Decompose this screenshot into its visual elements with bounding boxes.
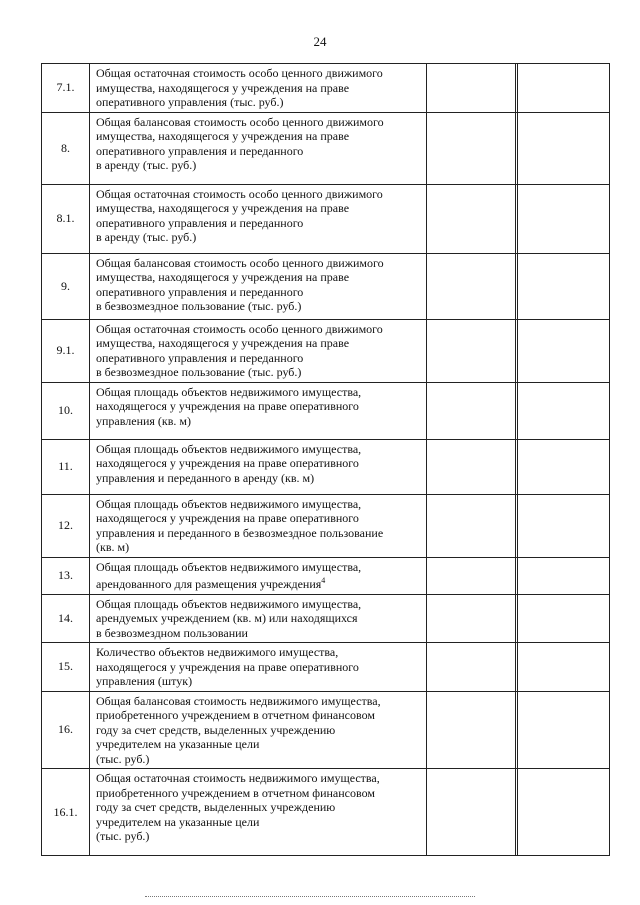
description-line: имущества, находящегося у учреждения на праве <box>96 270 350 284</box>
footnote-mark: 4 <box>321 576 326 585</box>
description-line: году за счет средств, выделенных учреждению <box>96 800 336 814</box>
row-description <box>90 494 427 557</box>
description-line: приобретенного учреждением в отчетном финансовом <box>96 785 375 800</box>
row-number: 11. <box>42 439 90 494</box>
value-cell-1 <box>427 319 516 382</box>
value-cell-2 <box>518 691 610 769</box>
description-line: Общая балансовая стоимость особо ценного движимого <box>96 114 384 129</box>
value-cell-1 <box>427 691 516 769</box>
description-line: оперативного управления и переданного <box>96 350 304 365</box>
row-description <box>90 319 427 382</box>
description-line: Общая площадь объектов недвижимого имущества, <box>96 441 362 456</box>
row-number: 7.1. <box>42 64 90 113</box>
description-line: имущества, находящегося у учреждения на праве <box>96 201 350 215</box>
description-line: управления и переданного в аренду (кв. м) <box>96 470 315 485</box>
description-line: в аренду (тыс. руб.) <box>96 158 197 172</box>
description-line: имущества, находящегося у учреждения на праве <box>96 336 350 350</box>
table-row <box>42 112 610 184</box>
row-number: 9. <box>42 253 90 319</box>
value-cell-1 <box>427 769 516 856</box>
description-line: Общая балансовая стоимость недвижимого имущества, <box>96 693 381 708</box>
description-line: году за счет средств, выделенных учреждению <box>96 722 336 737</box>
table-row <box>42 184 610 253</box>
table-body <box>42 64 610 856</box>
description-line: находящегося у учреждения на праве оперативного <box>96 659 359 674</box>
scan-edge-mark <box>145 896 475 897</box>
value-cell-1 <box>427 594 516 643</box>
description-line: управления (кв. м) <box>96 413 192 428</box>
value-cell-1 <box>427 557 516 594</box>
table-row <box>42 382 610 439</box>
table-row <box>42 643 610 692</box>
value-cell-1 <box>427 112 516 184</box>
description-line: находящегося у учреждения на праве оперативного <box>96 399 359 413</box>
row-number: 16. <box>42 691 90 769</box>
description-line: оперативного управления и переданного <box>96 215 304 230</box>
description-line: Общая остаточная стоимость недвижимого имущества, <box>96 771 380 785</box>
table-row <box>42 253 610 319</box>
description-line: находящегося у учреждения на праве оперативного <box>96 511 359 525</box>
description-line: Количество объектов недвижимого имущества, <box>96 645 339 659</box>
description-line: учредителем на указанные цели <box>96 814 260 829</box>
table-row <box>42 557 610 594</box>
value-cell-1 <box>427 643 516 692</box>
description-line: Общая остаточная стоимость особо ценного движимого <box>96 186 383 201</box>
row-number: 13. <box>42 557 90 594</box>
description-line: имущества, находящегося у учреждения на праве <box>96 129 350 143</box>
value-cell-1 <box>427 382 516 439</box>
row-description <box>90 64 427 113</box>
description-line: Общая площадь объектов недвижимого имущества, <box>96 559 362 574</box>
description-line: (тыс. руб.) <box>96 751 150 766</box>
row-description <box>90 253 427 319</box>
row-number: 14. <box>42 594 90 643</box>
description-line: арендуемых учреждением (кв. м) или находящихся <box>96 611 358 625</box>
value-cell-2 <box>518 253 610 319</box>
description-line: учредителем на указанные цели <box>96 737 260 751</box>
description-line: Общая остаточная стоимость особо ценного движимого <box>96 321 383 336</box>
row-number: 8. <box>42 112 90 184</box>
row-description <box>90 439 427 494</box>
description-line: Общая балансовая стоимость особо ценного движимого <box>96 255 384 270</box>
value-cell-1 <box>427 439 516 494</box>
value-cell-2 <box>518 112 610 184</box>
table-row <box>42 319 610 382</box>
value-cell-2 <box>518 184 610 253</box>
table-row <box>42 691 610 769</box>
value-cell-1 <box>427 494 516 557</box>
row-description <box>90 382 427 439</box>
table-row <box>42 439 610 494</box>
description-line: Общая площадь объектов недвижимого имущества, <box>96 384 362 399</box>
value-cell-1 <box>427 64 516 113</box>
row-number: 12. <box>42 494 90 557</box>
description-line: Общая площадь объектов недвижимого имущества, <box>96 596 362 611</box>
row-description <box>90 643 427 692</box>
value-cell-1 <box>427 253 516 319</box>
description-line: в аренду (тыс. руб.) <box>96 230 197 244</box>
table-row <box>42 769 610 856</box>
row-number: 9.1. <box>42 319 90 382</box>
value-cell-2 <box>518 382 610 439</box>
value-cell-2 <box>518 557 610 594</box>
description-line: в безвозмездном пользовании <box>96 625 248 640</box>
table-row <box>42 594 610 643</box>
description-line: управления и переданного в безвозмездное пользование <box>96 525 384 540</box>
row-description <box>90 769 427 856</box>
row-description <box>90 691 427 769</box>
description-line: оперативного управления и переданного <box>96 143 304 158</box>
value-cell-2 <box>518 643 610 692</box>
value-cell-2 <box>518 64 610 113</box>
value-cell-2 <box>518 769 610 856</box>
row-number: 10. <box>42 382 90 439</box>
description-line: (тыс. руб.) <box>96 829 150 843</box>
description-line-text: арендованного для размещения учреждения <box>96 577 322 591</box>
value-cell-2 <box>518 594 610 643</box>
value-cell-1 <box>427 184 516 253</box>
indicators-table <box>41 63 610 856</box>
description-line: в безвозмездное пользование (тыс. руб.) <box>96 299 302 313</box>
row-number: 8.1. <box>42 184 90 253</box>
value-cell-2 <box>518 439 610 494</box>
value-cell-2 <box>518 319 610 382</box>
row-description <box>90 594 427 643</box>
page-number: 24 <box>313 34 327 49</box>
description-line: Общая остаточная стоимость особо ценного движимого <box>96 66 383 80</box>
row-description <box>90 184 427 253</box>
row-number: 16.1. <box>42 769 90 856</box>
table-row <box>42 64 610 113</box>
description-line <box>96 574 422 592</box>
row-number: 15. <box>42 643 90 692</box>
value-cell-2 <box>518 494 610 557</box>
row-description <box>90 557 427 594</box>
table-row <box>42 494 610 557</box>
description-line: находящегося у учреждения на праве оперативного <box>96 456 359 470</box>
description-line: оперативного управления (тыс. руб.) <box>96 95 284 109</box>
description-line: имущества, находящегося у учреждения на праве <box>96 80 350 95</box>
description-line: приобретенного учреждением в отчетном финансовом <box>96 708 375 722</box>
description-line: Общая площадь объектов недвижимого имущества, <box>96 496 362 511</box>
description-line: оперативного управления и переданного <box>96 284 304 299</box>
description-line: (кв. м) <box>96 540 130 554</box>
row-description <box>90 112 427 184</box>
description-line: управления (штук) <box>96 674 193 688</box>
description-line: в безвозмездное пользование (тыс. руб.) <box>96 365 302 379</box>
